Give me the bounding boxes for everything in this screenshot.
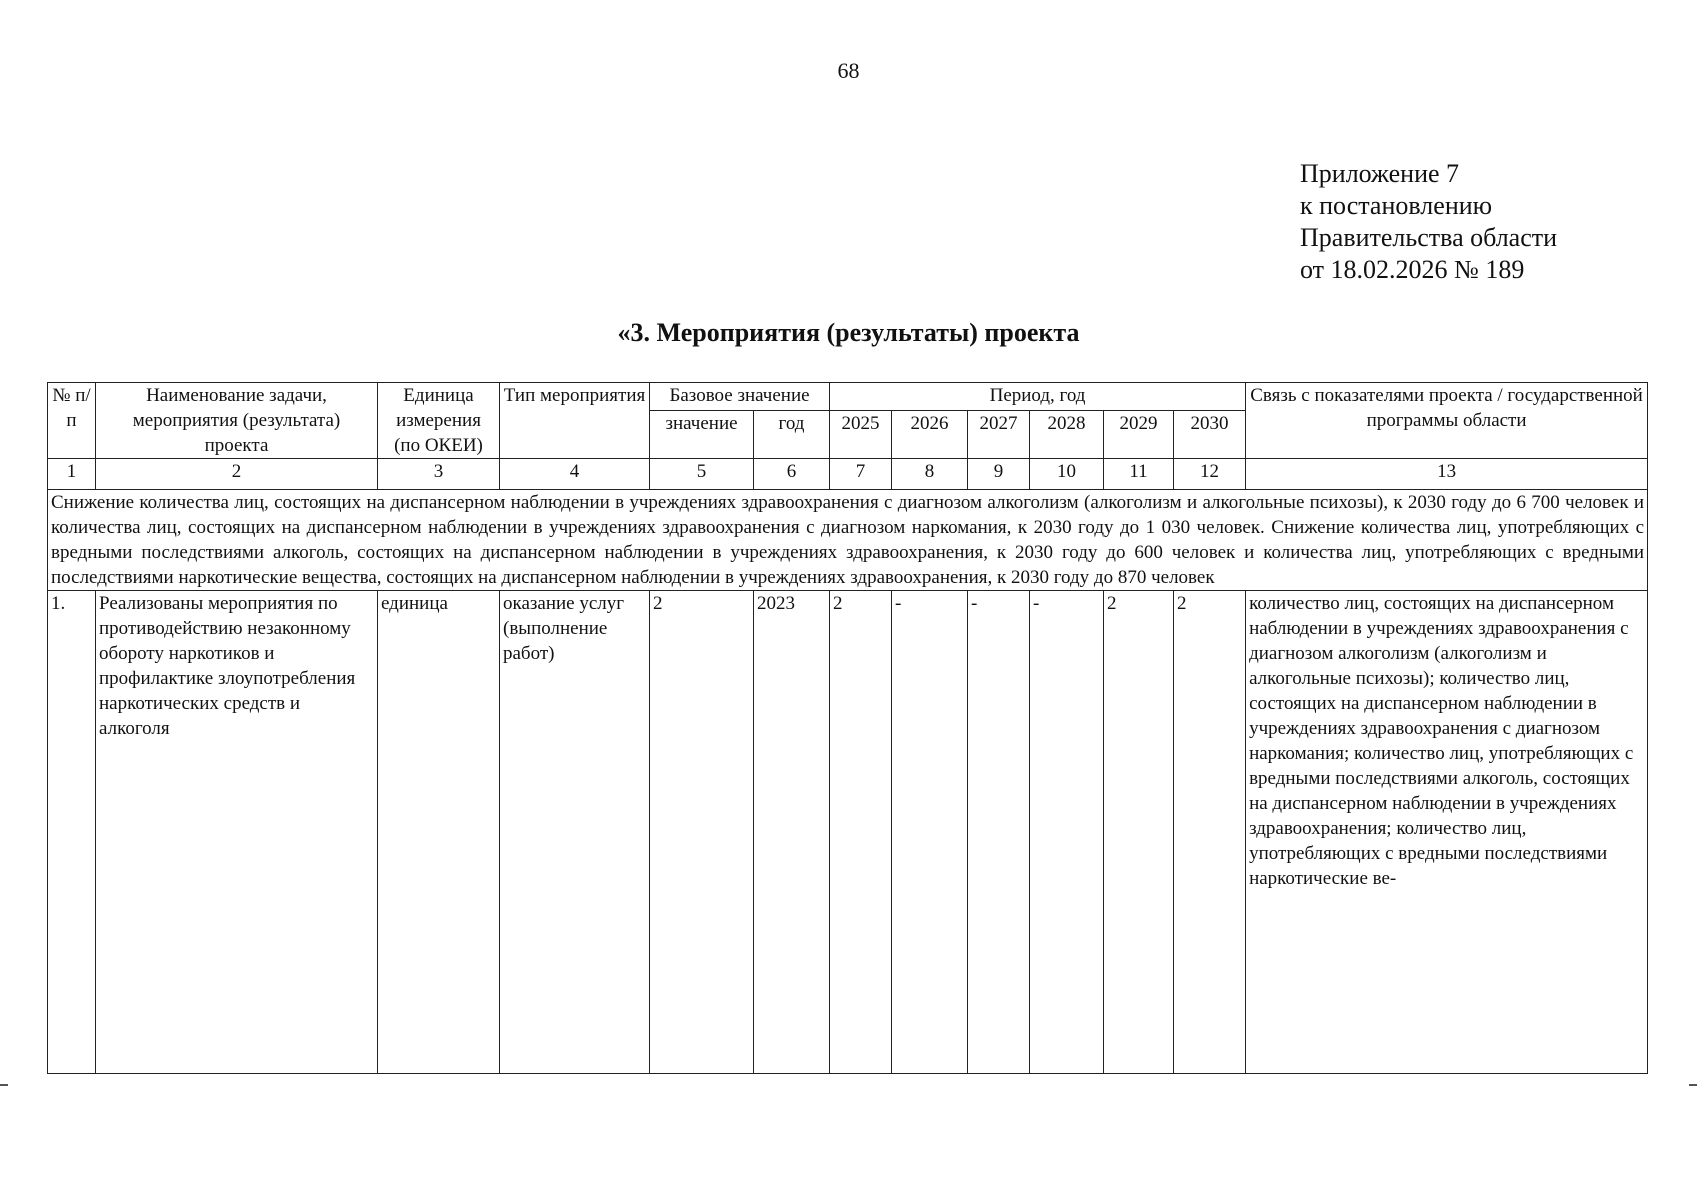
header-year: 2028 <box>1030 411 1104 459</box>
header-num: № п/п <box>48 383 96 459</box>
task-description: Снижение количества лиц, состоящих на диспансерном наблюдении в учреждениях здравоохранения с диагнозом алкоголизм (алкоголизм и алкогольные психозы), к 2030 году до 6 700 человек и количества лиц, состоящих на диспансерном наблюдении в учреждениях здравоохранения с диагнозом наркомания, к 2030 году до 1 030 человек. Снижение количества лиц, употребляющих с вредными последствиями алкоголь, состоящих на диспансерном наблюдении в учреждениях здравоохранения, к 2030 году до 600 человек и количества лиц, употребляющих с вредными последствиями наркотические вещества, состоящих на диспансерном наблюдении в учреждениях здравоохранения, к 2030 году до 870 человек <box>48 490 1648 591</box>
column-number: 1 <box>48 459 96 490</box>
cell-base-value: 2 <box>650 591 754 1074</box>
column-number: 2 <box>96 459 378 490</box>
scan-edge-mark <box>1689 1084 1697 1086</box>
column-number: 4 <box>500 459 650 490</box>
column-number: 13 <box>1246 459 1648 490</box>
appendix-line: к постановлению <box>1300 191 1493 220</box>
cell-base-year: 2023 <box>754 591 830 1074</box>
cell-year-2030: 2 <box>1174 591 1246 1074</box>
header-period: Период, год <box>830 383 1246 411</box>
task-row <box>48 490 1648 591</box>
cell-year-2028: - <box>1030 591 1104 1074</box>
header-year: 2026 <box>892 411 968 459</box>
column-number-row <box>48 459 1648 490</box>
header-base-value: значение <box>650 411 754 459</box>
header-year: 2025 <box>830 411 892 459</box>
header-base: Базовое значение <box>650 383 830 411</box>
header-type: Тип мероприятия <box>500 383 650 459</box>
measures-table <box>47 382 1648 1074</box>
column-number: 8 <box>892 459 968 490</box>
cell-year-2029: 2 <box>1104 591 1174 1074</box>
cell-year-2025: 2 <box>830 591 892 1074</box>
appendix-line: от 18.02.2026 № 189 <box>1300 255 1525 284</box>
cell-type: оказание услуг (выполнение работ) <box>500 591 650 1074</box>
column-number: 3 <box>378 459 500 490</box>
appendix-line: Приложение 7 <box>1300 159 1460 188</box>
cell-name: Реализованы мероприятия по противодействию незаконному обороту наркотиков и профилактике злоупотребления наркотических средств и алкоголя <box>96 591 378 1074</box>
header-unit: Единица измерения (по ОКЕИ) <box>378 383 500 459</box>
header-name: Наименование задачи, мероприятия (результата) проекта <box>96 383 378 459</box>
column-number: 11 <box>1104 459 1174 490</box>
cell-link: количество лиц, состоящих на диспансерном наблюдении в учреждениях здравоохранения с диагнозом алкоголизм (алкоголизм и алкогольные психозы); количество лиц, состоящих на диспансерном наблюдении в учреждениях здравоохранения с диагнозом наркомания; количество лиц, употребляющих с вредными последствиями алкоголь, состоящих на диспансерном наблюдении в учреждениях здравоохранения; количество лиц, употребляющих с вредными последствиями наркотические ве- <box>1246 591 1648 1074</box>
cell-year-2027: - <box>968 591 1030 1074</box>
header-base-year: год <box>754 411 830 459</box>
header-row <box>48 383 1648 411</box>
header-year: 2030 <box>1174 411 1246 459</box>
appendix-line: Правительства области <box>1300 223 1558 252</box>
column-number: 10 <box>1030 459 1104 490</box>
header-year: 2029 <box>1104 411 1174 459</box>
header-year: 2027 <box>968 411 1030 459</box>
scan-edge-mark <box>0 1084 8 1086</box>
column-number: 9 <box>968 459 1030 490</box>
table-row <box>48 591 1648 1074</box>
column-number: 12 <box>1174 459 1246 490</box>
column-number: 5 <box>650 459 754 490</box>
cell-num: 1. <box>48 591 96 1074</box>
page-number: 68 <box>837 58 860 83</box>
document-title: «3. Мероприятия (результаты) проекта <box>617 318 1080 347</box>
column-number: 6 <box>754 459 830 490</box>
appendix-block <box>1300 158 1557 286</box>
column-number: 7 <box>830 459 892 490</box>
header-link: Связь с показателями проекта / государственной программы области <box>1246 383 1648 459</box>
cell-year-2026: - <box>892 591 968 1074</box>
cell-unit: единица <box>378 591 500 1074</box>
